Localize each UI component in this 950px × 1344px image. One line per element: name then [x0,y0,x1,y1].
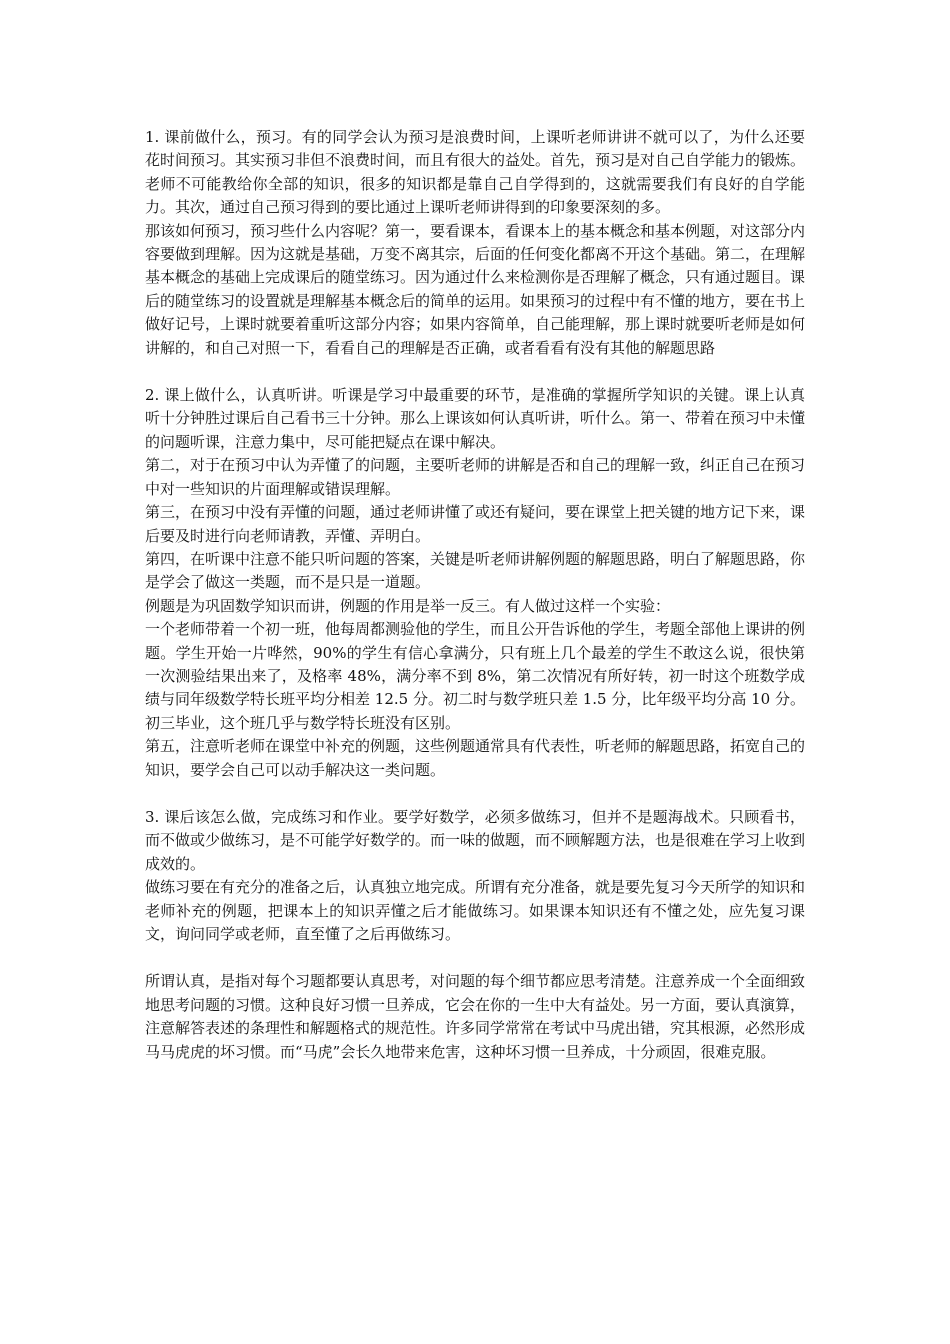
paragraph: 第五，注意听老师在课堂中补充的例题，这些例题通常具有代表性，听老师的解题思路，拓宽自己的知识，要学会自己可以动手解决这一类问题。 [145,737,806,779]
paragraph: 第四，在听课中注意不能只听问题的答案，关键是听老师讲解例题的解题思路，明白了解题思路，你是学会了做这一类题，而不是只是一道题。 [145,549,806,592]
document-page [145,126,805,1064]
section-preview [145,126,805,360]
paragraph: 1. 课前做什么，预习。有的同学会认为预习是浪费时间，上课听老师讲讲不就可以了，为什么还要花时间预习。其实预习非但不浪费时间，而且有很大的益处。首先，预习是对自己自学能力的锻炼。老师不可能教给你全部的知识，很多的知识都是靠自己自学得到的，这就需要我们有良好的自学能力。其次，通过自己预习得到的要比通过上课听老师讲得到的印象要深刻的多。 [145,128,806,217]
paragraph: 3. 课后该怎么做，完成练习和作业。要学好数学，必须多做练习，但并不是题海战术。只顾看书，而不做或少做练习，是不可能学好数学的。而一味的做题，而不顾解题方法，也是很难在学习上收到成效的。 [145,807,806,873]
section-careful [145,970,805,1064]
paragraph: 2. 课上做什么，认真听讲。听课是学习中最重要的环节，是准确的掌握所学知识的关键。课上认真听十分钟胜过课后自己看书三十分钟。那么上课该如何认真听讲，听什么。第一、带着在预习中未懂的问题听课，注意力集中，尽可能把疑点在课中解决。 [145,386,806,451]
paragraph-gap [145,946,805,970]
paragraph-gap [145,360,805,384]
paragraph: 做练习要在有充分的准备之后，认真独立地完成。所谓有充分准备，就是要先复习今天所学的知识和老师补充的例题，把课本上的知识弄懂之后才能做练习。如果课本知识还有不懂之处，应先复习课文，询问同学或老师，直至懂了之后再做练习。 [145,878,806,943]
section-after-class [145,806,805,946]
section-in-class [145,384,805,782]
paragraph: 一个老师带着一个初一班，他每周都测验他的学生，而且公开告诉他的学生，考题全部他上课讲的例题。学生开始一片哗然，90%的学生有信心拿满分，只有班上几个最差的学生不敢这么说，很快第一次测验结果出来了，及格率 48%，满分率不到 8%，第二次情况有所好转，初一时这个班数学成绩与同年级数学特长班平均分相差 12.5 分。初二时与数学班只差 1.5 分，比年级平均分高 10 分。初三毕业，这个班几乎与数学特长班没有区别。 [145,620,806,732]
paragraph: 第三，在预习中没有弄懂的问题，通过老师讲懂了或还有疑问，要在课堂上把关键的地方记下来，课后要及时进行向老师请教，弄懂、弄明白。 [145,503,806,545]
paragraph: 所谓认真，是指对每个习题都要认真思考，对问题的每个细节都应思考清楚。注意养成一个全面细致地思考问题的习惯。这种良好习惯一旦养成，它会在你的一生中大有益处。另一方面，要认真演算，注意解答表述的条理性和解题格式的规范性。许多同学常常在考试中马虎出错，究其根源，必然形成马马虎虎的坏习惯。而“马虎”会长久地带来危害，这种坏习惯一旦养成，十分顽固，很难克服。 [145,972,806,1061]
paragraph-gap [145,782,805,806]
paragraph: 那该如何预习，预习些什么内容呢？第一，要看课本，看课本上的基本概念和基本例题，对这部分内容要做到理解。因为这就是基础，万变不离其宗，后面的任何变化都离不开这个基础。第二，在理解基本概念的基础上完成课后的随堂练习。因为通过什么来检测你是否理解了概念，只有通过题目。课后的随堂练习的设置就是理解基本概念后的简单的运用。如果预习的过程中有不懂的地方，要在书上做好记号，上课时就要着重听这部分内容；如果内容简单，自己能理解，那上课时就要听老师是如何讲解的，和自己对照一下，看看自己的理解是否正确，或者看看有没有其他的解题思路 [145,221,806,357]
paragraph: 第二，对于在预习中认为弄懂了的问题，主要听老师的讲解是否和自己的理解一致，纠正自己在预习中对一些知识的片面理解或错误理解。 [145,456,806,498]
paragraph: 例题是为巩固数学知识而讲，例题的作用是举一反三。有人做过这样一个实验： [145,596,671,615]
